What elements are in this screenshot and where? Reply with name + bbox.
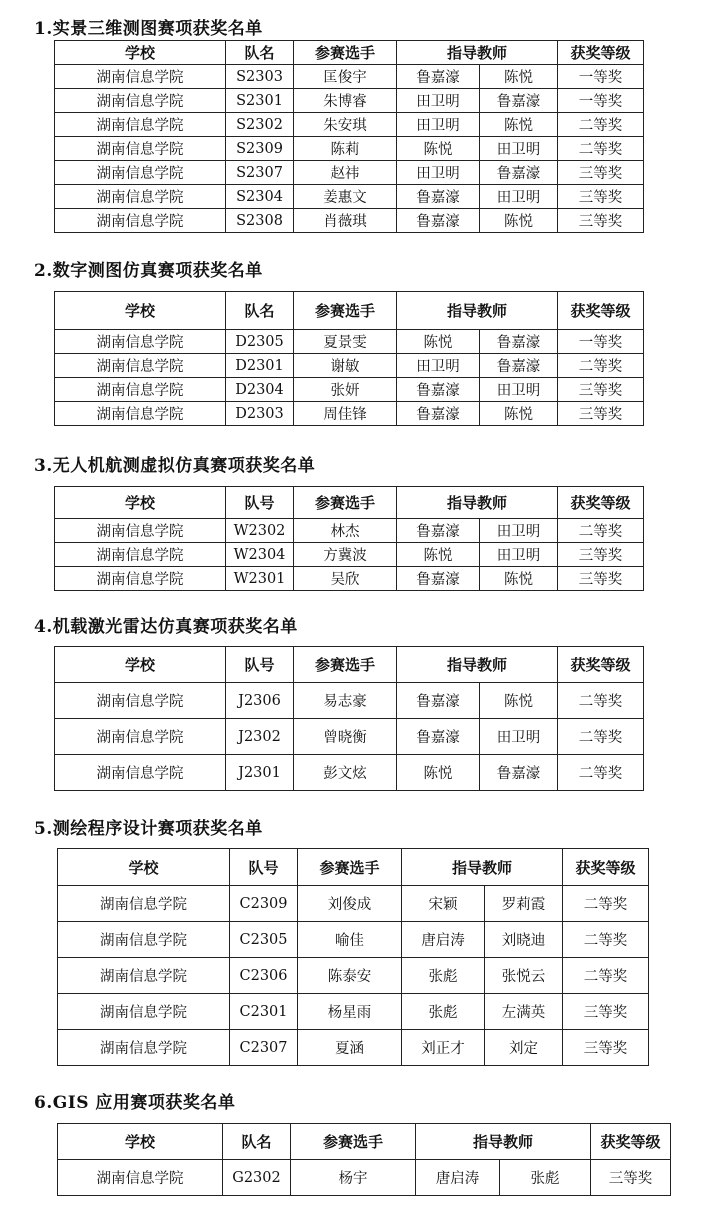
cell-school: 湖南信息学院 bbox=[58, 1160, 223, 1196]
cell-teacher-2: 张悦云 bbox=[485, 958, 563, 994]
section-heading: 1.实景三维测图赛项获奖名单 bbox=[34, 19, 263, 39]
header-team: 队号 bbox=[226, 647, 294, 683]
award-table bbox=[57, 848, 649, 1066]
cell-award: 三等奖 bbox=[558, 402, 644, 426]
cell-team: G2302 bbox=[223, 1160, 291, 1196]
cell-teacher-1: 张彪 bbox=[402, 958, 485, 994]
award-table bbox=[54, 40, 644, 233]
cell-award: 三等奖 bbox=[558, 209, 644, 233]
header-player: 参赛选手 bbox=[294, 292, 397, 330]
cell-player: 姜惠文 bbox=[294, 185, 397, 209]
cell-team: J2302 bbox=[226, 719, 294, 755]
cell-team: C2305 bbox=[230, 922, 298, 958]
cell-player: 陈泰安 bbox=[298, 958, 402, 994]
cell-teacher-1: 刘正才 bbox=[402, 1030, 485, 1066]
cell-award: 一等奖 bbox=[558, 330, 644, 354]
cell-team: D2303 bbox=[226, 402, 294, 426]
cell-teacher-1: 田卫明 bbox=[397, 354, 480, 378]
cell-teacher-1: 田卫明 bbox=[397, 113, 480, 137]
header-teacher: 指导教师 bbox=[402, 849, 563, 886]
cell-award: 三等奖 bbox=[563, 1030, 649, 1066]
cell-school: 湖南信息学院 bbox=[55, 519, 226, 543]
cell-player: 赵祎 bbox=[294, 161, 397, 185]
header-school: 学校 bbox=[55, 292, 226, 330]
cell-team: S2303 bbox=[226, 65, 294, 89]
cell-award: 三等奖 bbox=[558, 185, 644, 209]
section-heading: 6.GIS 应用赛项获奖名单 bbox=[34, 1093, 236, 1113]
table-row bbox=[58, 958, 649, 994]
cell-teacher-2: 鲁嘉濠 bbox=[480, 89, 558, 113]
header-award: 获奖等级 bbox=[558, 647, 644, 683]
cell-teacher-2: 陈悦 bbox=[480, 113, 558, 137]
cell-teacher-1: 鲁嘉濠 bbox=[397, 567, 480, 591]
cell-award: 三等奖 bbox=[563, 994, 649, 1030]
table-row bbox=[55, 402, 644, 426]
table-row bbox=[55, 354, 644, 378]
section-heading: 4.机载激光雷达仿真赛项获奖名单 bbox=[34, 617, 298, 637]
table-row bbox=[55, 89, 644, 113]
section-heading: 3.无人机航测虚拟仿真赛项获奖名单 bbox=[34, 456, 316, 476]
table-row bbox=[55, 137, 644, 161]
cell-team: C2307 bbox=[230, 1030, 298, 1066]
section-heading: 2.数字测图仿真赛项获奖名单 bbox=[34, 261, 263, 281]
cell-school: 湖南信息学院 bbox=[58, 1030, 230, 1066]
cell-teacher-1: 鲁嘉濠 bbox=[397, 209, 480, 233]
cell-award: 二等奖 bbox=[558, 755, 644, 791]
cell-school: 湖南信息学院 bbox=[58, 922, 230, 958]
cell-team: S2301 bbox=[226, 89, 294, 113]
header-teacher: 指导教师 bbox=[397, 647, 558, 683]
table-header-row bbox=[55, 487, 644, 519]
table-row bbox=[55, 543, 644, 567]
cell-teacher-2: 陈悦 bbox=[480, 402, 558, 426]
cell-school: 湖南信息学院 bbox=[55, 161, 226, 185]
cell-teacher-1: 鲁嘉濠 bbox=[397, 683, 480, 719]
cell-school: 湖南信息学院 bbox=[55, 65, 226, 89]
cell-team: C2309 bbox=[230, 886, 298, 922]
cell-teacher-2: 陈悦 bbox=[480, 567, 558, 591]
cell-award: 二等奖 bbox=[563, 922, 649, 958]
award-table bbox=[54, 291, 644, 426]
cell-school: 湖南信息学院 bbox=[55, 755, 226, 791]
table-header-row bbox=[55, 292, 644, 330]
cell-player: 吴欣 bbox=[294, 567, 397, 591]
cell-teacher-1: 陈悦 bbox=[397, 330, 480, 354]
cell-teacher-2: 刘晓迪 bbox=[485, 922, 563, 958]
header-award: 获奖等级 bbox=[558, 41, 644, 65]
table-header-row bbox=[55, 647, 644, 683]
table-row bbox=[55, 567, 644, 591]
cell-teacher-1: 陈悦 bbox=[397, 755, 480, 791]
header-team: 队号 bbox=[230, 849, 298, 886]
cell-award: 二等奖 bbox=[563, 958, 649, 994]
cell-team: W2302 bbox=[226, 519, 294, 543]
cell-player: 周佳锋 bbox=[294, 402, 397, 426]
table-row bbox=[58, 1160, 671, 1196]
header-team: 队名 bbox=[226, 41, 294, 65]
cell-school: 湖南信息学院 bbox=[55, 209, 226, 233]
cell-team: D2304 bbox=[226, 378, 294, 402]
cell-teacher-2: 田卫明 bbox=[480, 137, 558, 161]
cell-award: 三等奖 bbox=[558, 378, 644, 402]
cell-teacher-1: 鲁嘉濠 bbox=[397, 402, 480, 426]
cell-award: 一等奖 bbox=[558, 65, 644, 89]
header-player: 参赛选手 bbox=[294, 487, 397, 519]
cell-award: 二等奖 bbox=[558, 354, 644, 378]
cell-teacher-2: 鲁嘉濠 bbox=[480, 755, 558, 791]
cell-team: C2301 bbox=[230, 994, 298, 1030]
cell-teacher-2: 鲁嘉濠 bbox=[480, 161, 558, 185]
cell-award: 二等奖 bbox=[563, 886, 649, 922]
cell-teacher-1: 鲁嘉濠 bbox=[397, 378, 480, 402]
cell-teacher-2: 田卫明 bbox=[480, 543, 558, 567]
cell-teacher-2: 刘定 bbox=[485, 1030, 563, 1066]
cell-team: J2306 bbox=[226, 683, 294, 719]
header-team: 队号 bbox=[226, 487, 294, 519]
header-school: 学校 bbox=[58, 849, 230, 886]
cell-school: 湖南信息学院 bbox=[55, 113, 226, 137]
cell-team: W2301 bbox=[226, 567, 294, 591]
cell-school: 湖南信息学院 bbox=[55, 683, 226, 719]
cell-school: 湖南信息学院 bbox=[55, 719, 226, 755]
cell-player: 彭文炫 bbox=[294, 755, 397, 791]
cell-teacher-2: 鲁嘉濠 bbox=[480, 354, 558, 378]
header-teacher: 指导教师 bbox=[416, 1124, 591, 1160]
table-header-row bbox=[55, 41, 644, 65]
cell-school: 湖南信息学院 bbox=[55, 543, 226, 567]
table-header-row bbox=[58, 1124, 671, 1160]
cell-team: C2306 bbox=[230, 958, 298, 994]
cell-teacher-2: 陈悦 bbox=[480, 65, 558, 89]
cell-award: 三等奖 bbox=[591, 1160, 671, 1196]
cell-school: 湖南信息学院 bbox=[58, 886, 230, 922]
header-team: 队名 bbox=[223, 1124, 291, 1160]
cell-team: S2309 bbox=[226, 137, 294, 161]
cell-team: W2304 bbox=[226, 543, 294, 567]
cell-award: 三等奖 bbox=[558, 543, 644, 567]
cell-school: 湖南信息学院 bbox=[55, 354, 226, 378]
cell-school: 湖南信息学院 bbox=[55, 89, 226, 113]
cell-teacher-2: 陈悦 bbox=[480, 209, 558, 233]
cell-award: 二等奖 bbox=[558, 683, 644, 719]
cell-teacher-1: 陈悦 bbox=[397, 543, 480, 567]
cell-teacher-1: 陈悦 bbox=[397, 137, 480, 161]
cell-teacher-2: 田卫明 bbox=[480, 185, 558, 209]
header-school: 学校 bbox=[55, 41, 226, 65]
cell-player: 杨星雨 bbox=[298, 994, 402, 1030]
cell-player: 曾晓衡 bbox=[294, 719, 397, 755]
cell-team: S2302 bbox=[226, 113, 294, 137]
header-team: 队名 bbox=[226, 292, 294, 330]
cell-school: 湖南信息学院 bbox=[58, 994, 230, 1030]
award-table bbox=[54, 646, 644, 791]
header-award: 获奖等级 bbox=[563, 849, 649, 886]
cell-teacher-1: 鲁嘉濠 bbox=[397, 519, 480, 543]
table-row bbox=[58, 886, 649, 922]
cell-teacher-1: 唐启涛 bbox=[416, 1160, 500, 1196]
cell-school: 湖南信息学院 bbox=[55, 330, 226, 354]
table-row bbox=[55, 185, 644, 209]
cell-teacher-2: 田卫明 bbox=[480, 719, 558, 755]
table-row bbox=[58, 1030, 649, 1066]
cell-team: S2307 bbox=[226, 161, 294, 185]
award-table bbox=[54, 486, 644, 591]
cell-award: 二等奖 bbox=[558, 137, 644, 161]
cell-teacher-2: 鲁嘉濠 bbox=[480, 330, 558, 354]
cell-player: 匡俊宇 bbox=[294, 65, 397, 89]
cell-teacher-1: 田卫明 bbox=[397, 161, 480, 185]
header-player: 参赛选手 bbox=[294, 647, 397, 683]
cell-award: 二等奖 bbox=[558, 519, 644, 543]
cell-school: 湖南信息学院 bbox=[58, 958, 230, 994]
cell-award: 二等奖 bbox=[558, 113, 644, 137]
cell-teacher-1: 田卫明 bbox=[397, 89, 480, 113]
cell-school: 湖南信息学院 bbox=[55, 378, 226, 402]
header-award: 获奖等级 bbox=[558, 292, 644, 330]
cell-teacher-2: 陈悦 bbox=[480, 683, 558, 719]
table-header-row bbox=[58, 849, 649, 886]
cell-award: 三等奖 bbox=[558, 161, 644, 185]
cell-team: D2301 bbox=[226, 354, 294, 378]
header-award: 获奖等级 bbox=[591, 1124, 671, 1160]
cell-teacher-1: 张彪 bbox=[402, 994, 485, 1030]
table-row bbox=[55, 519, 644, 543]
cell-player: 朱博睿 bbox=[294, 89, 397, 113]
header-player: 参赛选手 bbox=[294, 41, 397, 65]
cell-player: 易志豪 bbox=[294, 683, 397, 719]
cell-player: 喻佳 bbox=[298, 922, 402, 958]
cell-teacher-2: 田卫明 bbox=[480, 519, 558, 543]
cell-player: 谢敏 bbox=[294, 354, 397, 378]
header-teacher: 指导教师 bbox=[397, 41, 558, 65]
table-row bbox=[55, 378, 644, 402]
cell-teacher-1: 鲁嘉濠 bbox=[397, 719, 480, 755]
cell-school: 湖南信息学院 bbox=[55, 185, 226, 209]
award-table bbox=[57, 1123, 671, 1196]
table-row bbox=[55, 65, 644, 89]
table-row bbox=[55, 113, 644, 137]
section-heading: 5.测绘程序设计赛项获奖名单 bbox=[34, 819, 263, 839]
cell-player: 朱安琪 bbox=[294, 113, 397, 137]
cell-player: 陈莉 bbox=[294, 137, 397, 161]
cell-school: 湖南信息学院 bbox=[55, 567, 226, 591]
header-school: 学校 bbox=[58, 1124, 223, 1160]
cell-teacher-1: 唐启涛 bbox=[402, 922, 485, 958]
cell-teacher-1: 宋颖 bbox=[402, 886, 485, 922]
cell-player: 夏涵 bbox=[298, 1030, 402, 1066]
cell-teacher-2: 罗莉霞 bbox=[485, 886, 563, 922]
table-row bbox=[55, 330, 644, 354]
header-teacher: 指导教师 bbox=[397, 487, 558, 519]
cell-player: 杨宇 bbox=[291, 1160, 416, 1196]
table-row bbox=[55, 161, 644, 185]
header-school: 学校 bbox=[55, 487, 226, 519]
table-row bbox=[55, 209, 644, 233]
cell-team: J2301 bbox=[226, 755, 294, 791]
header-teacher: 指导教师 bbox=[397, 292, 558, 330]
cell-team: S2308 bbox=[226, 209, 294, 233]
cell-player: 刘俊成 bbox=[298, 886, 402, 922]
cell-player: 林杰 bbox=[294, 519, 397, 543]
table-row bbox=[58, 994, 649, 1030]
cell-school: 湖南信息学院 bbox=[55, 402, 226, 426]
table-row bbox=[55, 755, 644, 791]
cell-player: 张妍 bbox=[294, 378, 397, 402]
cell-team: S2304 bbox=[226, 185, 294, 209]
cell-player: 肖薇琪 bbox=[294, 209, 397, 233]
cell-team: D2305 bbox=[226, 330, 294, 354]
cell-award: 三等奖 bbox=[558, 567, 644, 591]
cell-player: 夏景雯 bbox=[294, 330, 397, 354]
header-award: 获奖等级 bbox=[558, 487, 644, 519]
cell-teacher-2: 左满英 bbox=[485, 994, 563, 1030]
cell-award: 二等奖 bbox=[558, 719, 644, 755]
cell-teacher-1: 鲁嘉濠 bbox=[397, 185, 480, 209]
cell-award: 一等奖 bbox=[558, 89, 644, 113]
cell-school: 湖南信息学院 bbox=[55, 137, 226, 161]
header-school: 学校 bbox=[55, 647, 226, 683]
table-row bbox=[58, 922, 649, 958]
header-player: 参赛选手 bbox=[291, 1124, 416, 1160]
cell-teacher-2: 田卫明 bbox=[480, 378, 558, 402]
cell-teacher-2: 张彪 bbox=[500, 1160, 591, 1196]
header-player: 参赛选手 bbox=[298, 849, 402, 886]
cell-teacher-1: 鲁嘉濠 bbox=[397, 65, 480, 89]
table-row bbox=[55, 683, 644, 719]
cell-player: 方冀波 bbox=[294, 543, 397, 567]
table-row bbox=[55, 719, 644, 755]
